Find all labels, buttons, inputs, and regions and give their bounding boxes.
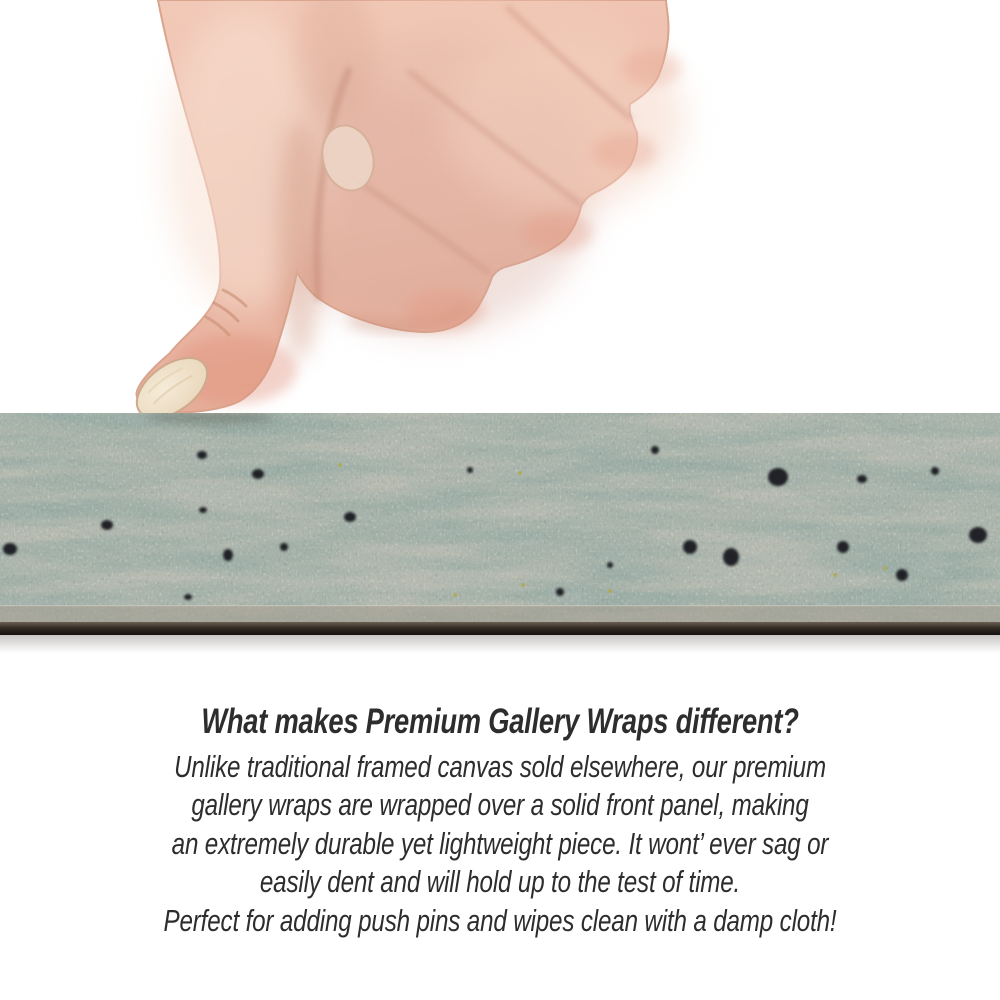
- marketing-line-1: Unlike traditional framed canvas sold elsewhere, our premium: [174, 749, 826, 784]
- panel-dark-edge: [0, 622, 1000, 635]
- canvas-fold-edge: [0, 606, 1000, 622]
- marketing-text: [0, 699, 1000, 940]
- fingertip-blush: [405, 288, 485, 332]
- marketing-heading: What makes Premium Gallery Wraps different?: [201, 702, 799, 741]
- strip-drop-shadow: [0, 635, 1000, 653]
- marketing-line-5: Perfect for adding push pins and wipes clean with a damp cloth!: [163, 902, 837, 938]
- canvas-strip: [0, 413, 1000, 653]
- canvas-texture: [0, 413, 1000, 622]
- fingertip-blush: [523, 212, 593, 252]
- fingertip-blush: [622, 50, 682, 86]
- marketing-line-4: easily dent and will hold up to the test of time.: [259, 864, 741, 900]
- fingertip-blush: [593, 134, 657, 170]
- hand-photo: [0, 0, 1000, 422]
- marketing-line-2: gallery wraps are wrapped over a solid front panel, making: [191, 787, 809, 823]
- marketing-line-3: an extremely durable yet lightweight piece. It wont’ ever sag or: [171, 825, 829, 861]
